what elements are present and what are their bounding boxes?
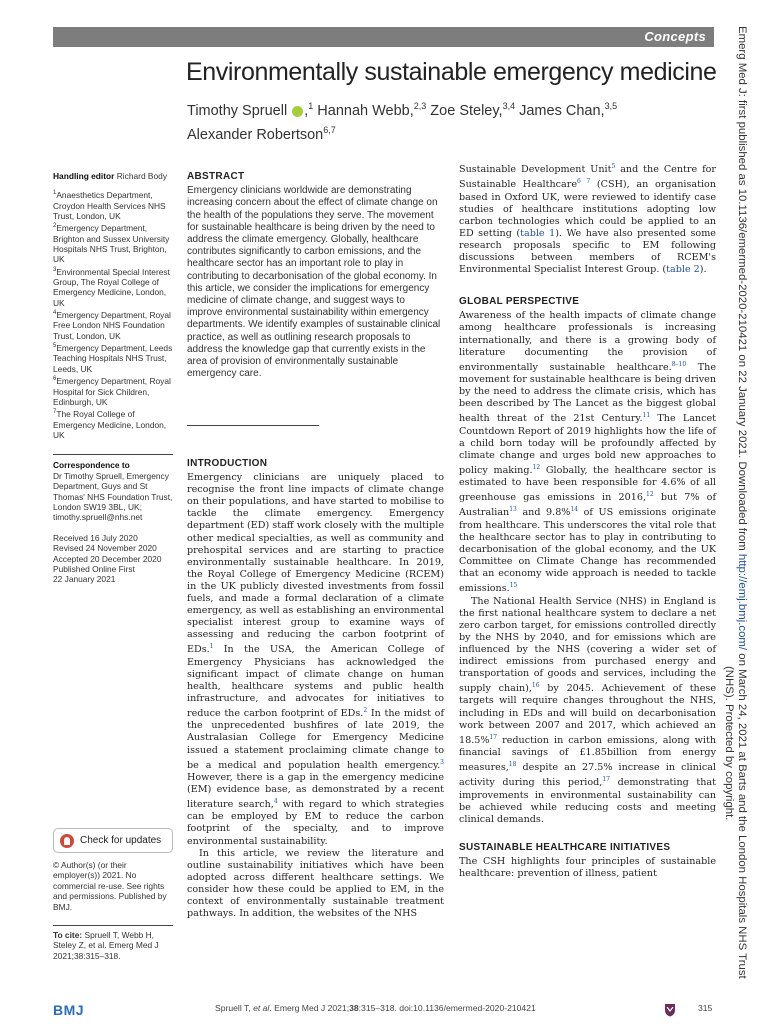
affiliation-text: Emergency Department, Royal Free London NHS Foundation Trust, London, UK xyxy=(53,310,171,341)
copyright-notice: © Author(s) (or their employer(s)) 2021. No commercial re-use. See rights and permissions. Published by BMJ. xyxy=(53,860,167,912)
affiliation-item xyxy=(53,308,173,341)
text-run: and 9.8% xyxy=(516,507,571,519)
text-run: demonstrating that improvements in environmental sustainability can be achieved while reducing costs and meeting clinical demands. xyxy=(459,777,716,825)
affiliation-number: 7 xyxy=(53,409,57,416)
page-number: 315 xyxy=(698,1003,713,1013)
reference-link[interactable]: 15 xyxy=(509,582,518,590)
text-run: In the midst of the unprecedented bushfires of late 2019, the Australasian College for Emergency Medicine issued a statement proclaiming climate change to be a medical and population health emergency. xyxy=(187,708,445,771)
date-line: Published Online First xyxy=(53,563,135,574)
affiliation-text: The Royal College of Emergency Medicine, London, UK xyxy=(53,409,167,440)
reference-link[interactable]: 13 xyxy=(509,506,517,514)
section-header-bar xyxy=(53,27,714,47)
reference-link[interactable]: 12 xyxy=(532,463,541,471)
affiliation-text: Emergency Department, Brighton and Sussex University Hospitals NHS Trust, Brighton, UK xyxy=(53,223,170,265)
introduction-heading: INTRODUCTION xyxy=(187,458,268,469)
bmj-logo: BMJ xyxy=(53,1002,85,1018)
text-run: et al xyxy=(253,1003,270,1013)
text-run: 2021; xyxy=(325,1003,350,1013)
table-2-link[interactable]: table 2 xyxy=(666,264,700,276)
cite-label: To cite: xyxy=(53,930,83,940)
author-name: Zoe Steley, xyxy=(426,102,503,119)
affiliation-number: 4 xyxy=(53,310,57,317)
text-run: :315–318. doi:10.1136/emermed-2020-210421 xyxy=(358,1003,536,1013)
author-aff: 6,7 xyxy=(323,124,336,135)
abstract-text: Emergency clinicians worldwide are demonstrating increasing concern about the effect of climate change on the health of the populations they serve. The movement for sustainable healthcare is being driven by the need to address the climate emergency. Globally, healthcare contributes significantly to carbon emissions, and the healthcare sector has an important role to play in contributing to decarbonisation of the global economy. In this article, we consider the implications for emergency medicine of climate change, and suggest ways to improve environmental sustainability within emergency departments. We identify examples of sustainable clinical practice, as well as outlining research proposals to address the knowledge gap that currently exists in the area of provision of environmentally sustainable emergency care. xyxy=(187,185,441,380)
watermark-line-2: (NHS). Protected by copyright. xyxy=(723,666,735,821)
handling-editor xyxy=(53,171,173,181)
author-name: Hannah Webb, xyxy=(313,102,414,119)
college-crest-icon xyxy=(664,1003,676,1017)
check-updates-icon xyxy=(60,834,74,848)
sustainable-initiatives-heading: SUSTAINABLE HEALTHCARE INITIATIVES xyxy=(459,841,671,853)
abstract-divider xyxy=(187,425,319,426)
affiliation-item xyxy=(53,374,173,407)
reference-link[interactable]: 16 xyxy=(531,682,540,690)
methods-paragraph xyxy=(459,161,716,276)
handling-editor-name: Richard Body xyxy=(116,171,168,181)
reference-link[interactable]: 3 xyxy=(440,758,444,766)
author-name: Timothy Spruell xyxy=(187,102,292,119)
affiliation-number: 5 xyxy=(53,343,57,350)
text-run: . Emerg Med J xyxy=(269,1003,326,1013)
reference-link[interactable]: 5 xyxy=(611,163,616,170)
author-aff: 2,3 xyxy=(413,101,427,111)
handling-editor-label: Handling editor xyxy=(53,171,115,181)
global-paragraph-1 xyxy=(459,310,716,595)
intro-paragraph-2: In this article, we review the literature and outline sustainability initiatives which have been adopted across different healthcare settings. We consider how these could be applied to EM, in the context of environmentally sustainable treatment pathways. In addition, the websites of the NHS xyxy=(187,847,444,920)
article-sidebar xyxy=(53,171,173,585)
text-run: by 2045. Achievement of these targets will require changes throughout the NHS, including in EDs and will build on decarbonisation work between 2007 and 2017, which achieved an 18.5% xyxy=(459,683,717,746)
affiliation-text: Emergency Department, Royal Hospital for Sick Children, Edinburgh, UK xyxy=(53,376,171,407)
reference-link[interactable]: 14 xyxy=(570,506,579,514)
reference-link[interactable]: 12 xyxy=(646,491,654,499)
author-sep: , xyxy=(304,102,309,119)
affiliation-list xyxy=(53,188,173,440)
download-watermark xyxy=(722,26,748,1006)
footer-citation xyxy=(215,1003,536,1013)
affiliation-item xyxy=(53,407,173,440)
text-run: Awareness of the health impacts of climate change among healthcare professionals is increasing internationally, and there is a growing body of literature documenting the provision of environmentally sustainable healthcare. xyxy=(459,310,716,373)
date-line: Revised 24 November 2020 xyxy=(53,543,157,554)
text-run: ). We have also presented some research proposals specific to EM following discussions between members of RCEM's Environmental Specialist Interest Group. ( xyxy=(459,227,716,276)
global-perspective-heading: GLOBAL PERSPECTIVE xyxy=(459,296,580,308)
correspondence-label: Correspondence to xyxy=(53,460,130,471)
text-run: with regard to which strategies can be employed by EM to reduce the carbon footprint of the specialty, and to improve environmental sustainability. xyxy=(187,799,444,847)
text-run: on March 24, 2021 at Barts and the London Hospitals NHS Trust xyxy=(736,650,748,979)
text-run: Globally, the healthcare sector is estimated to have been responsible for 4.6% of all greenhouse gas emissions in 2016, xyxy=(459,465,716,504)
check-updates-label: Check for updates xyxy=(80,835,162,846)
author-aff: 3,4 xyxy=(502,101,516,111)
check-for-updates-button[interactable] xyxy=(53,828,173,853)
text-run: and the Centre for Sustainable Healthcare xyxy=(459,164,716,191)
reference-link[interactable]: 8–10 xyxy=(671,360,687,368)
text-run: The National Health Service (NHS) in England is the first national healthcare system to declare a net zero carbon target, for emissions controlled directly by the NHS by 2040, and for emissions which are influenced by the NHS (covering a wider set of indirect emissions from purchased energy and transportation of goods and services, including the supply chain), xyxy=(459,595,716,695)
text-run: but 7% of Australian xyxy=(459,492,717,519)
text-run: Emerg Med J: first published as 10.1136/emermed-2020-210421 on 22 January 2021. Downloaded from xyxy=(736,26,748,554)
text-run: Emergency clinicians are uniquely placed to recognise the front line impacts of climate change on their populations, and have started to mobilise to tackle the climate emergency. Emergency department (ED) staff work closely with the multiple other medical specialties, as well as community and prehospital services and are starting to practice environmentally sustainable healthcare. In 2019, the Royal College of Emergency Medicine (RCEM) in the UK publicly divested investments from fossil fuels, and made a formal declaration of a climate emergency, as well as establishing an environmental specialist interest group to examine ways of assessing and reducing the carbon footprint of EDs. xyxy=(187,472,444,656)
reference-link[interactable]: 17 xyxy=(489,733,498,741)
initiatives-paragraph: The CSH highlights four principles of sustainable healthcare: prevention of illness, patient xyxy=(459,856,716,880)
intro-paragraph-1 xyxy=(187,472,444,848)
text-run: ). xyxy=(699,264,707,276)
reference-link[interactable]: 18 xyxy=(508,761,517,769)
text-run: 38 xyxy=(349,1003,359,1013)
affiliation-text: Emergency Department, Leeds Teaching Hospitals NHS Trust, Leeds, UK xyxy=(53,343,173,374)
body-column-1 xyxy=(187,458,444,920)
article-title: Environmentally sustainable emergency medicine xyxy=(186,58,717,86)
affiliation-item xyxy=(53,221,173,264)
affiliation-number: 3 xyxy=(53,266,57,273)
reference-link[interactable]: 11 xyxy=(642,412,651,420)
text-run: The Lancet Countdown Report of 2019 highlights how the life of a child born today will be profoundly affected by climate change and urges bold new approaches to policy making. xyxy=(459,413,716,476)
date-line: Accepted 20 December 2020 xyxy=(53,553,162,564)
affiliation-item xyxy=(53,341,173,374)
author-name: James Chan, xyxy=(515,102,605,119)
citation-box xyxy=(53,925,173,961)
abstract-section xyxy=(187,171,442,380)
text-run: Sustainable Development Unit xyxy=(459,164,612,176)
reference-link[interactable]: 6 7 xyxy=(577,178,591,186)
reference-link[interactable]: 1 xyxy=(209,643,214,651)
affiliation-item xyxy=(53,188,173,221)
body-column-2 xyxy=(459,161,716,880)
author-aff: 1 xyxy=(308,101,314,111)
journal-link[interactable]: http://emj.bmj.com/ xyxy=(736,553,748,651)
author-aff: 3,5 xyxy=(604,101,618,111)
correspondence-text: Dr Timothy Spruell, Emergency Department, Guys and St Thomas' NHS Foundation Trust, London SW19 3BL, UK; timothy.spruell@nhs.net xyxy=(53,470,173,523)
text-run: However, there is a gap in the emergency medicine (EM) evidence base, as demonstrated by a recent literature search, xyxy=(187,771,444,811)
affiliation-number: 2 xyxy=(53,223,57,230)
reference-link[interactable]: 2 xyxy=(363,707,368,715)
abstract-heading: ABSTRACT xyxy=(187,171,245,182)
affiliation-number: 1 xyxy=(53,190,57,197)
affiliation-number: 6 xyxy=(53,376,57,383)
global-paragraph-2 xyxy=(459,596,716,826)
text-run: reduction in carbon emissions, along with financial savings of £1.85billion from energy measures, xyxy=(459,734,716,774)
author-name: Alexander Robertson xyxy=(187,126,324,143)
text-run: (CSH), an organisation based in Oxford UK, were reviewed to identify case studies of healthcare institutions adopting low carbon technologies which could be applied to an ED setting ( xyxy=(459,179,716,239)
affiliation-text: Environmental Special Interest Group, The Royal College of Emergency Medicine, London, UK xyxy=(53,266,170,308)
cite-text: Spruell T, Webb H, Steley Z, et al. Emerg Med J 2021;38:315–318. xyxy=(53,930,159,961)
text-run: In the USA, the American College of Emergency Physicians has acknowledged the significant impact of climate change on human health, healthcare systems and public health infrastructure, and advocates for initiatives to reduce the carbon footprint of EDs. xyxy=(187,644,444,720)
reference-link[interactable]: 17 xyxy=(602,776,610,784)
article-dates xyxy=(53,533,173,585)
text-run: despite an 27.5% increase in clinical activity during this period, xyxy=(459,762,716,789)
table-1-link[interactable]: table 1 xyxy=(520,227,556,239)
date-line: Received 16 July 2020 xyxy=(53,532,138,543)
affiliation-item xyxy=(53,265,173,308)
orcid-icon[interactable] xyxy=(292,106,303,117)
date-line: 22 January 2021 xyxy=(53,574,116,585)
section-label: Concepts xyxy=(644,29,706,44)
text-run: of US emissions originate from healthcare. This underscores the vital role that the healthcare sector has to play in contributing to decarbonisation of the global economy, and the UK Committee on Climate Change has recommended that an economy wide approach is needed to tackle emissions. xyxy=(459,507,717,595)
affiliation-text: Anaesthetics Department, Croydon Health Services NHS Trust, London, UK xyxy=(53,190,166,222)
author-list xyxy=(187,97,727,145)
text-run: The movement for sustainable healthcare is being driven by the need to address the climate crisis, which has been described by The Lancet as the biggest global health threat of the 21st Century. xyxy=(459,361,717,425)
reference-link[interactable]: 4 xyxy=(273,798,278,806)
text-run: Spruell T, xyxy=(215,1003,254,1013)
